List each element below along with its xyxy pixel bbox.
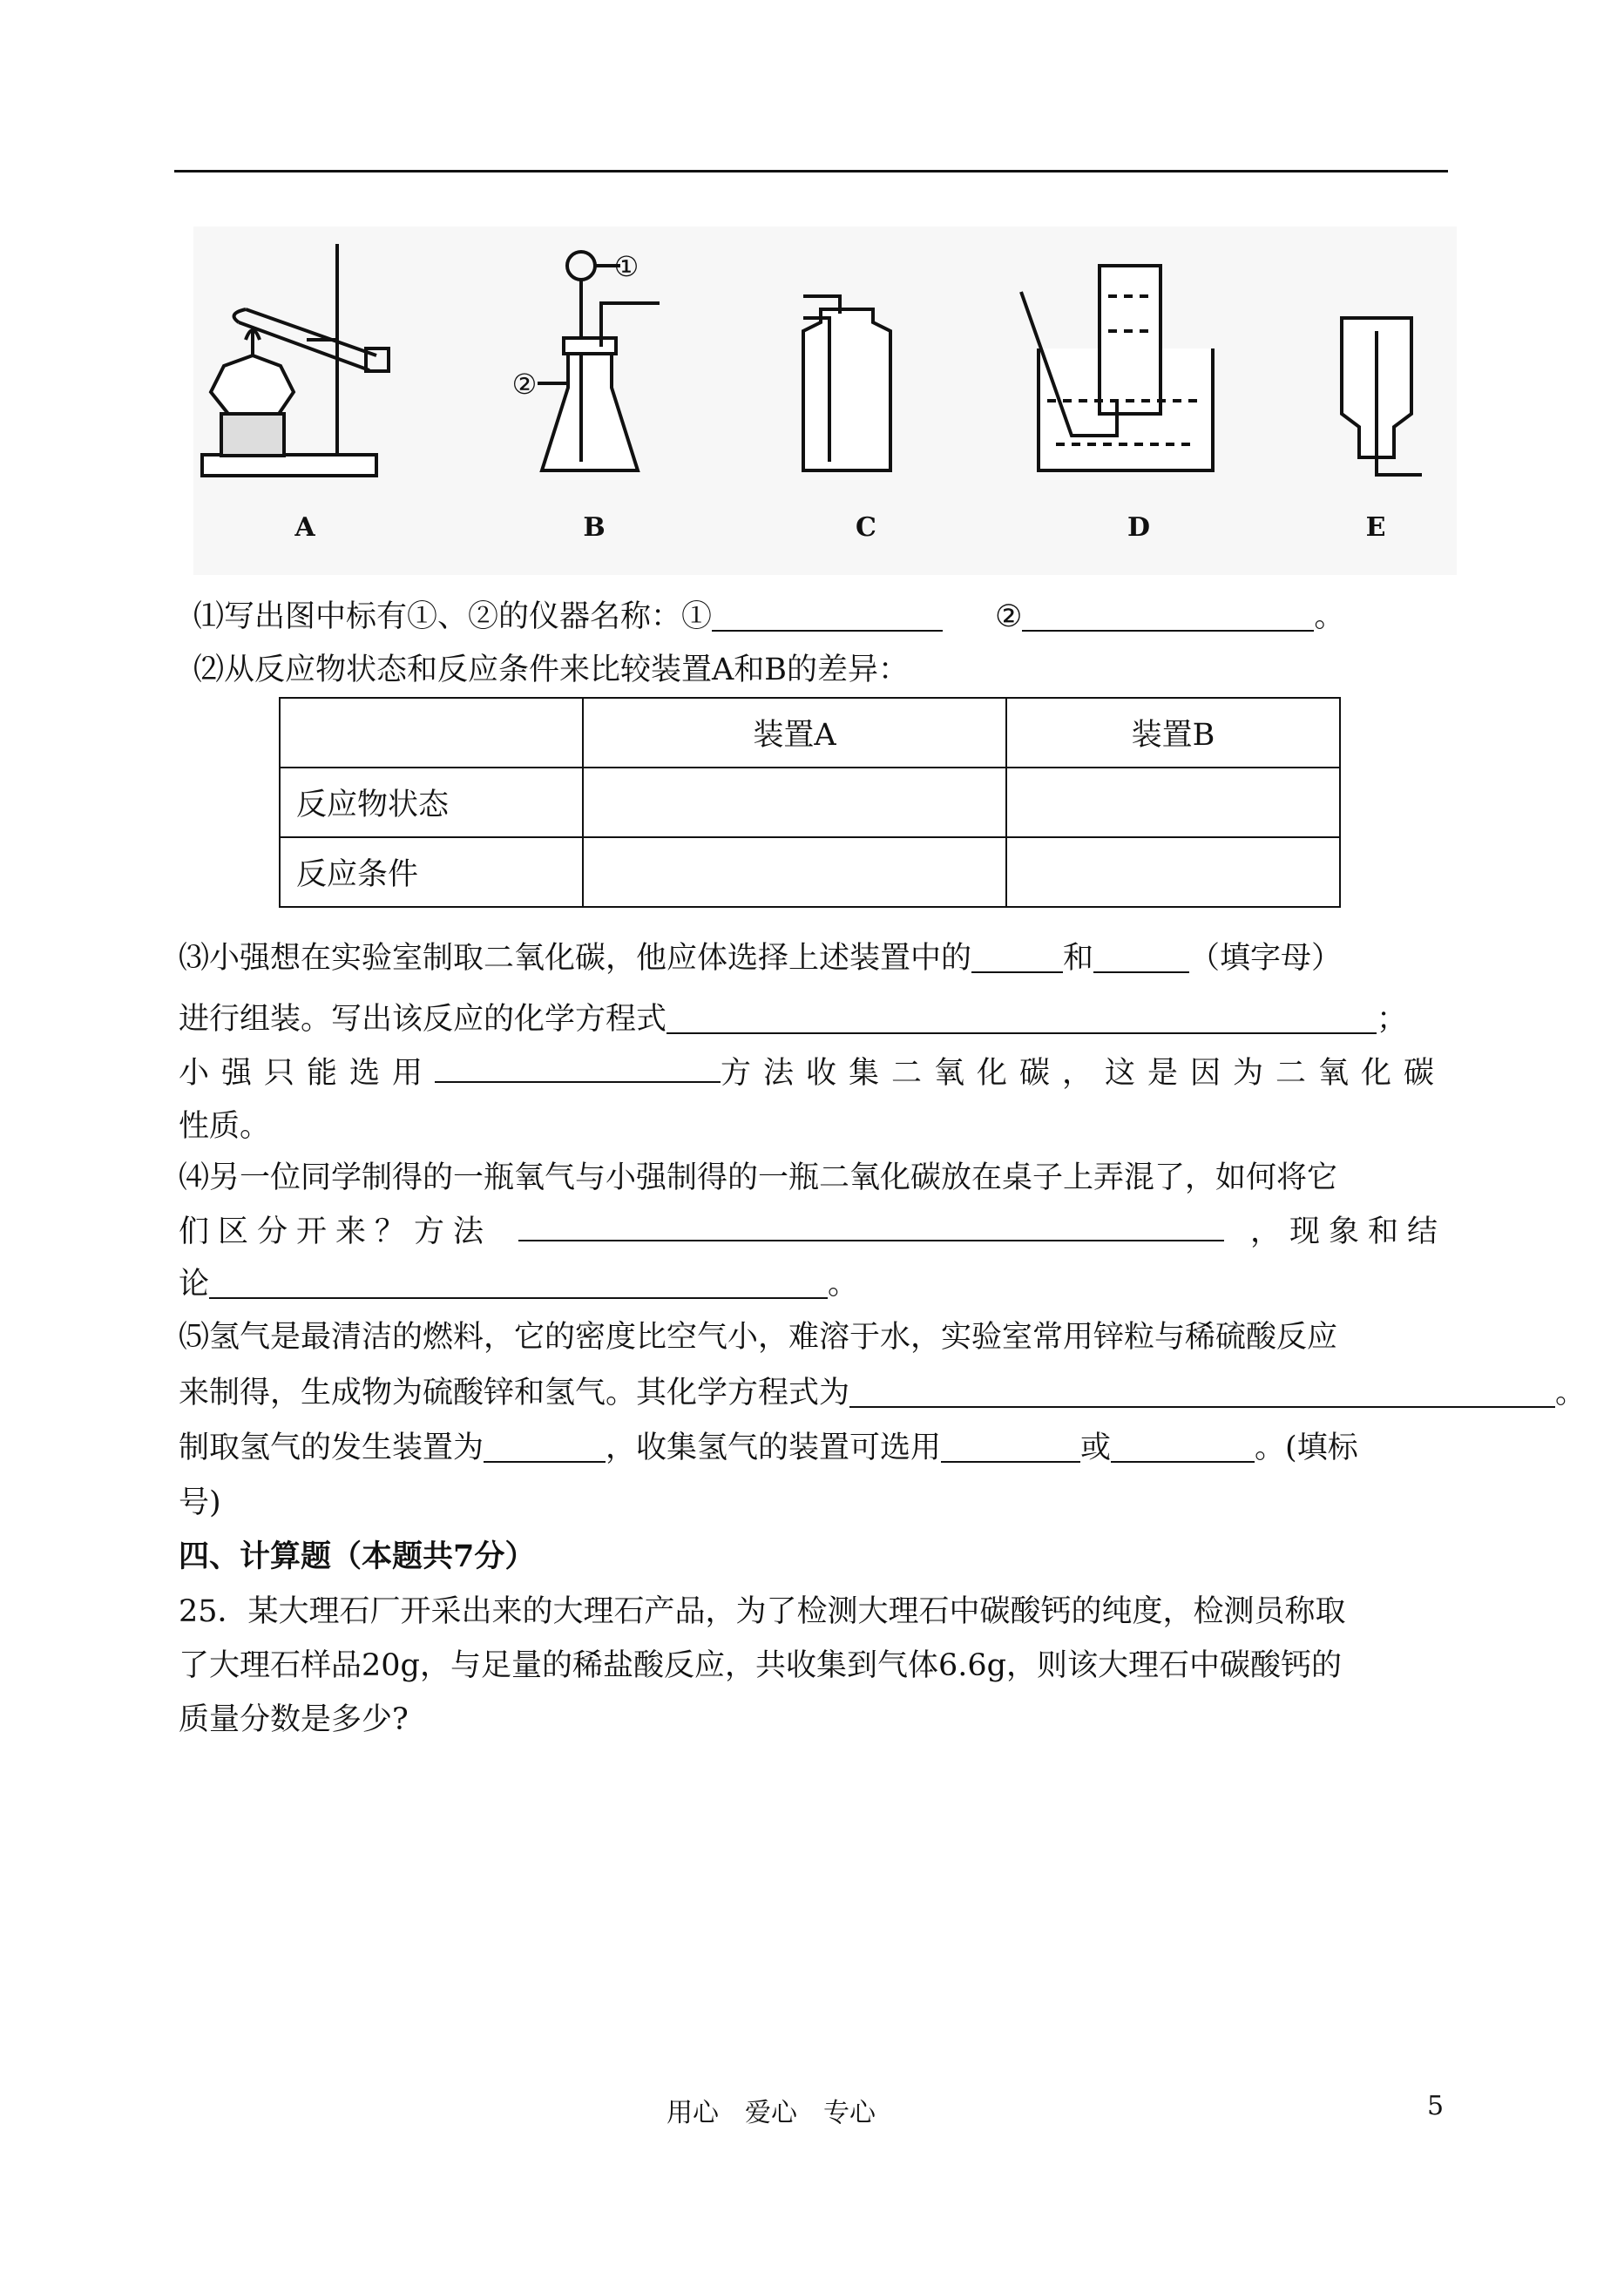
q5-text: 。(填标 bbox=[1255, 1431, 1358, 1465]
figure-label-a: A bbox=[294, 512, 315, 543]
table-cell-answer[interactable] bbox=[1006, 837, 1340, 907]
q4-text: 们区分开来？方法 bbox=[179, 1214, 493, 1249]
q1-end: 。 bbox=[1314, 599, 1345, 634]
q5-blank-generator[interactable] bbox=[484, 1431, 606, 1463]
q5-text: 制取氢气的发生装置为 bbox=[179, 1431, 484, 1465]
q3-text: 方法收集二氧化碳，这是因为二氧化碳 bbox=[720, 1056, 1446, 1091]
q3-text: 和 bbox=[1063, 941, 1094, 976]
q3-text: （填字母） bbox=[1189, 941, 1343, 976]
q4-blank-result[interactable] bbox=[209, 1268, 828, 1299]
q3-text: ⑶小强想在实验室制取二氧化碳，他应体选择上述装置中的 bbox=[179, 941, 972, 976]
q5-blank-equation[interactable] bbox=[849, 1376, 1555, 1408]
q5-text: 或 bbox=[1080, 1431, 1112, 1465]
question-2: ⑵从反应物状态和反应条件来比较装置A和B的差异： bbox=[193, 653, 909, 687]
q5-line-2 bbox=[179, 1371, 1586, 1415]
q5-line-3 bbox=[179, 1426, 1358, 1470]
q3-blank-2[interactable] bbox=[1093, 942, 1189, 973]
q4-line-2 bbox=[179, 1210, 1446, 1254]
header-rule bbox=[174, 170, 1448, 172]
section-title: 四、计算题（本题共7分） bbox=[179, 1539, 536, 1574]
table-row bbox=[280, 768, 1340, 837]
q1-text: ⑴写出图中标有①、②的仪器名称：① bbox=[193, 599, 713, 634]
q3-line-2 bbox=[179, 998, 1407, 1041]
q3-text: 进行组装。写出该反应的化学方程式 bbox=[179, 1002, 667, 1037]
q5-line-1: ⑸氢气是最清洁的燃料，它的密度比空气小，难溶于水，实验室常用锌粒与稀硫酸反应 bbox=[179, 1320, 1338, 1355]
figure-label-b: B bbox=[583, 512, 606, 543]
comparison-table bbox=[279, 697, 1341, 908]
table-cell-answer[interactable] bbox=[583, 768, 1006, 837]
apparatus-diagram bbox=[193, 227, 1457, 575]
q5-line-4: 号) bbox=[179, 1485, 221, 1520]
table-row bbox=[280, 837, 1340, 907]
footer-motto: 用心 爱心 专心 bbox=[667, 2098, 876, 2128]
q4-text: 。 bbox=[828, 1267, 859, 1302]
q3-line-3 bbox=[179, 1052, 1446, 1095]
q5-text: 。 bbox=[1555, 1376, 1587, 1410]
q3-blank-equation[interactable] bbox=[667, 1003, 1377, 1034]
q3-text: 小强只能选用 bbox=[179, 1056, 436, 1091]
marker-1: ① bbox=[613, 250, 639, 283]
q3-line-4: 性质。 bbox=[179, 1109, 271, 1144]
figure-label-c: C bbox=[856, 512, 876, 543]
figure-label-d: D bbox=[1127, 512, 1151, 543]
table-header-row bbox=[280, 698, 1340, 768]
q25-line-1: 25．某大理石厂开采出来的大理石产品，为了检测大理石中碳酸钙的纯度，检测员称取 bbox=[179, 1594, 1346, 1629]
q25-line-2: 了大理石样品20g，与足量的稀盐酸反应，共收集到气体6.6g，则该大理石中碳酸钙的 bbox=[179, 1648, 1343, 1683]
page-number: 5 bbox=[1427, 2091, 1445, 2121]
q4-line-3 bbox=[179, 1262, 858, 1306]
q1-blank-2[interactable] bbox=[1022, 600, 1314, 632]
q4-line-1: ⑷另一位同学制得的一瓶氧气与小强制得的一瓶二氧化碳放在桌子上弄混了，如何将它 bbox=[179, 1160, 1338, 1195]
q5-blank-collector-2[interactable] bbox=[1111, 1431, 1255, 1463]
table-header-cell: 装置B bbox=[1006, 698, 1340, 768]
q4-text: ，现象和结 bbox=[1249, 1214, 1446, 1249]
q1-mid: ② bbox=[995, 599, 1023, 634]
q3-text: ； bbox=[1377, 1002, 1408, 1037]
apparatus-figure bbox=[193, 227, 1457, 575]
q3-line-1 bbox=[179, 937, 1342, 980]
table-header-cell: 装置A bbox=[583, 698, 1006, 768]
table-cell-answer[interactable] bbox=[583, 837, 1006, 907]
table-cell-answer[interactable] bbox=[1006, 768, 1340, 837]
row-label: 反应条件 bbox=[280, 837, 583, 907]
q4-blank-method[interactable] bbox=[518, 1210, 1224, 1241]
q3-blank-1[interactable] bbox=[971, 942, 1063, 973]
q3-blank-method[interactable] bbox=[435, 1052, 721, 1083]
q5-text: ，收集氢气的装置可选用 bbox=[606, 1431, 942, 1465]
row-label: 反应物状态 bbox=[280, 768, 583, 837]
q4-text: 论 bbox=[179, 1267, 210, 1302]
table-header-cell bbox=[280, 698, 583, 768]
q5-blank-collector-1[interactable] bbox=[941, 1431, 1080, 1463]
figure-label-e: E bbox=[1365, 512, 1386, 543]
q5-text: 来制得，生成物为硫酸锌和氢气。其化学方程式为 bbox=[179, 1376, 850, 1410]
q25-line-3: 质量分数是多少? bbox=[179, 1702, 409, 1737]
marker-2: ② bbox=[511, 368, 538, 401]
q1-blank-1[interactable] bbox=[712, 600, 943, 632]
question-1 bbox=[193, 595, 1344, 639]
